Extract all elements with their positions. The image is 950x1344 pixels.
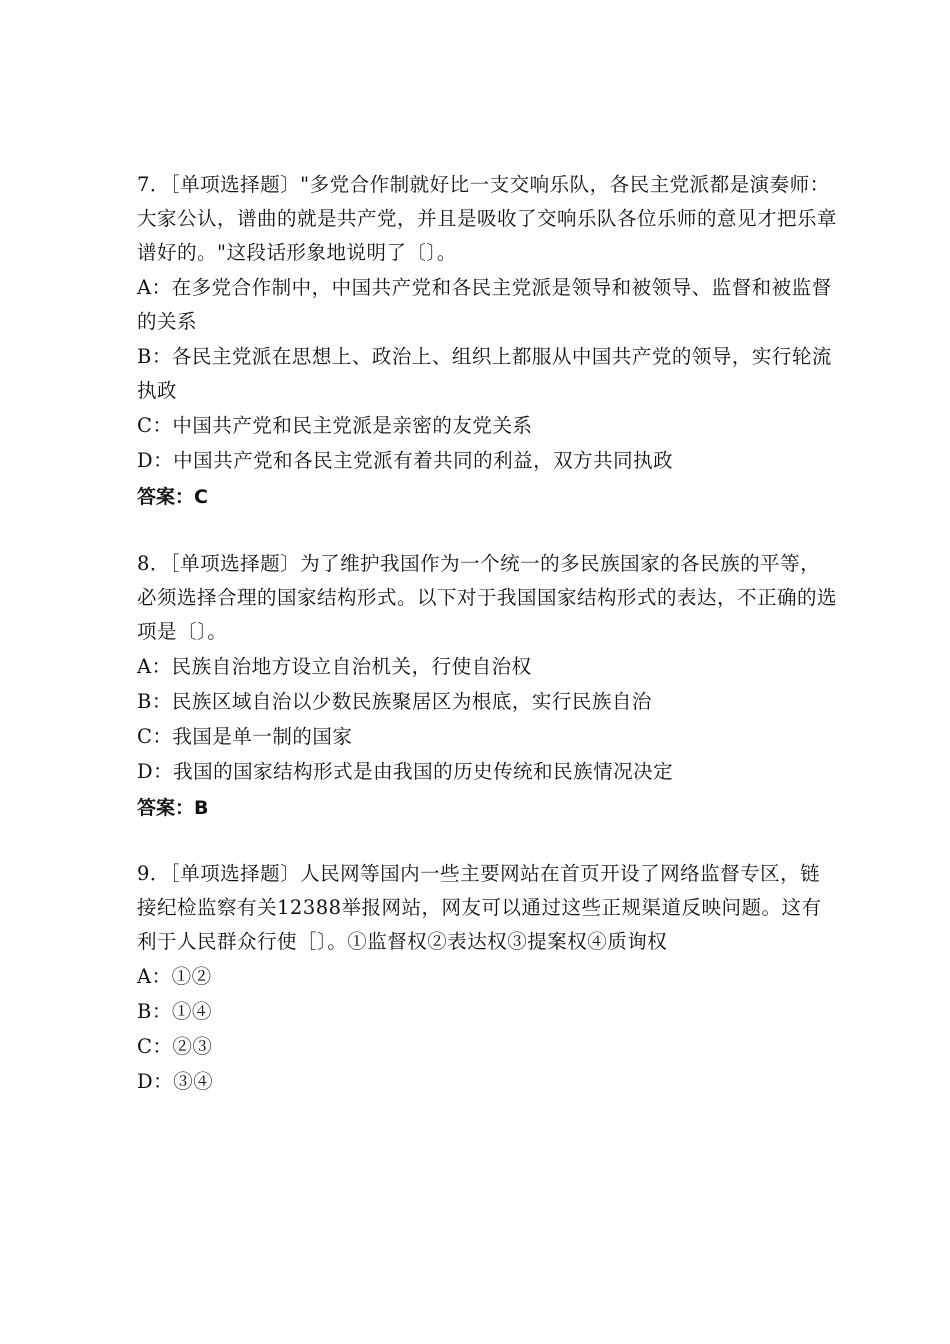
- option-b: B：民族区域自治以少数民族聚居区为根底，实行民族自治: [137, 690, 652, 713]
- option-a: A：①②: [137, 965, 212, 988]
- question-9: [137, 857, 837, 1099]
- question-8: [137, 547, 837, 825]
- option-d: D：我国的国家结构形式是由我国的历史传统和民族情况决定: [137, 760, 674, 783]
- question-stem: 9．［单项选择题〕人民网等国内一些主要网站在首页开设了网络监督专区，链接纪检监察有关12388举报网站，网友可以通过这些正规渠道反映问题。这有利于人民群众行使［〕。①监督权②表达权③提案权④质询权: [137, 862, 822, 953]
- option-b: B：①④: [137, 1000, 212, 1023]
- option-d: D：中国共产党和各民主党派有着共同的利益，双方共同执政: [137, 449, 674, 472]
- option-b: B：各民主党派在思想上、政治上、组织上都服从中国共产党的领导，实行轮流执政: [137, 345, 832, 402]
- option-a: A：在多党合作制中，中国共产党和各民主党派是领导和被领导、监督和被监督的关系: [137, 276, 832, 333]
- question-stem: 7．［单项选择题〕"多党合作制就好比一支交响乐队，各民主党派都是演奏师：大家公认，谱曲的就是共产党，并且是吸收了交响乐队各位乐师的意见才把乐章谱好的。"这段话形象地说明了〔〕。: [137, 173, 838, 264]
- question-7: [137, 168, 837, 514]
- answer-label: 答案：B: [137, 797, 209, 819]
- question-stem: 8．［单项选择题〕为了维护我国作为一个统一的多民族国家的各民族的平等，必须选择合理的国家结构形式。以下对于我国国家结构形式的表达，不正确的选项是〔〕。: [137, 552, 838, 643]
- option-c: C：②③: [137, 1035, 213, 1058]
- option-d: D：③④: [137, 1070, 214, 1093]
- option-c: C：中国共产党和民主党派是亲密的友党关系: [137, 414, 533, 437]
- option-a: A：民族自治地方设立自治机关，行使自治权: [137, 655, 532, 678]
- option-c: C：我国是单一制的国家: [137, 725, 353, 748]
- answer-label: 答案：C: [137, 486, 208, 508]
